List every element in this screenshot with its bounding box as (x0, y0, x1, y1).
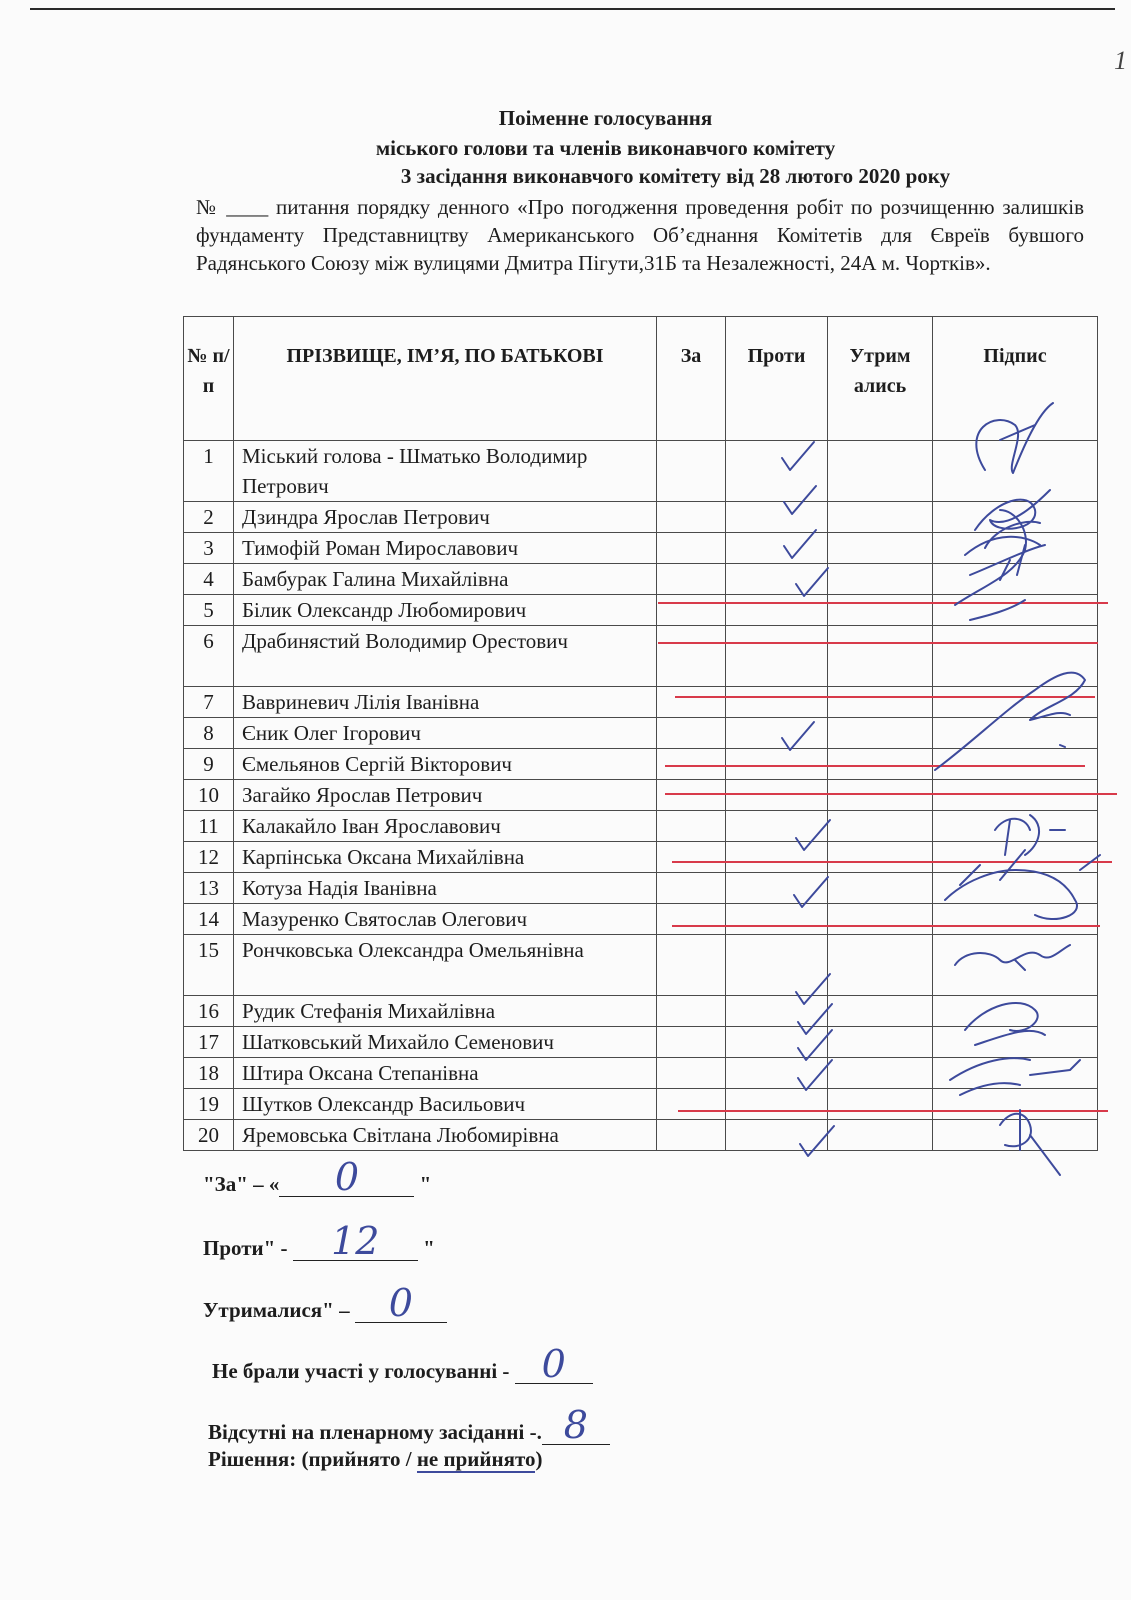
table-row (184, 842, 1098, 873)
row-name: Драбинястий Володимир Орестович (234, 626, 657, 687)
header-name: ПРІЗВИЩЕ, ІМ’Я, ПО БАТЬКОВІ (234, 317, 657, 441)
summary-utrym-field (355, 1281, 447, 1325)
absence-strike-line (658, 642, 1098, 644)
summary-vidsutni (208, 1403, 610, 1447)
row-number: 6 (184, 626, 234, 687)
row-name: Ємельянов Сергій Вікторович (234, 749, 657, 780)
table-row (184, 749, 1098, 780)
header-signature: Підпис (933, 317, 1098, 441)
row-name: Бамбурак Галина Михайлівна (234, 564, 657, 595)
summary-proty-label: Проти" - (203, 1236, 293, 1260)
row-number: 11 (184, 811, 234, 842)
summary-utrym-value: 0 (388, 1281, 413, 1325)
row-number: 1 (184, 441, 234, 502)
row-name: Загайко Ярослав Петрович (234, 780, 657, 811)
table-row (184, 595, 1098, 626)
table-row (184, 1058, 1098, 1089)
row-name: Єник Олег Ігорович (234, 718, 657, 749)
row-number: 14 (184, 904, 234, 935)
table-row (184, 1089, 1098, 1120)
row-number: 10 (184, 780, 234, 811)
row-number: 19 (184, 1089, 234, 1120)
header-utrym: Утрим ались (828, 317, 933, 441)
summary-ne-braly (212, 1342, 593, 1386)
row-number: 5 (184, 595, 234, 626)
summary-vidsutni-label: Відсутні на пленарному засіданні -. (208, 1420, 542, 1444)
table-row (184, 904, 1098, 935)
table-row (184, 811, 1098, 842)
page-number-handwritten: 1 (1114, 46, 1127, 75)
table-row (184, 687, 1098, 718)
meeting-line: 3 засідання виконавчого комітету від 28 лютого 2020 року (400, 164, 951, 188)
table-row (184, 1120, 1098, 1151)
header-za: За (657, 317, 726, 441)
summary-za-label: "За" – « (203, 1172, 280, 1196)
row-number: 8 (184, 718, 234, 749)
document-subtitle: міського голови та членів виконавчого комітету (375, 136, 836, 160)
table-row (184, 718, 1098, 749)
document-title: Поіменне голосування (498, 106, 713, 130)
absence-strike-line (665, 765, 1085, 767)
row-name: Білик Олександр Любомирович (234, 595, 657, 626)
summary-ne-braly-label: Не брали участі у голосуванні - (212, 1359, 515, 1383)
absence-strike-line (678, 1110, 1108, 1112)
roll-call-table (183, 316, 1098, 1151)
summary-utrym (203, 1281, 447, 1325)
row-name: Яремовська Світлана Любомирівна (234, 1120, 657, 1151)
absence-strike-line (675, 696, 1095, 698)
top-border (30, 8, 1115, 10)
summary-utrym-label: Утрималися" – (203, 1298, 355, 1322)
table-row (184, 873, 1098, 904)
summary-vidsutni-value: 8 (563, 1403, 588, 1447)
table-row (184, 626, 1098, 687)
summary-proty: Проти" - 12 " (203, 1219, 435, 1263)
row-number: 18 (184, 1058, 234, 1089)
row-name: Вавриневич Лілія Іванівна (234, 687, 657, 718)
table-row (184, 502, 1098, 533)
row-number: 2 (184, 502, 234, 533)
row-number: 15 (184, 935, 234, 996)
summary-vidsutni-field (542, 1403, 610, 1447)
row-name: Штира Оксана Степанівна (234, 1058, 657, 1089)
row-name: Котуза Надія Іванівна (234, 873, 657, 904)
table-row (184, 441, 1098, 502)
row-name: Шутков Олександр Васильович (234, 1089, 657, 1120)
row-name: Рудик Стефанія Михайлівна (234, 996, 657, 1027)
absence-strike-line (672, 925, 1100, 927)
row-number: 16 (184, 996, 234, 1027)
table-row (184, 780, 1098, 811)
agenda-item-text: № ____ питання порядку денного «Про погодження проведення робіт по розчищенню залишків фундаменту Представництву Американського Об’єднання Комітетів для Євреїв бувшого Радянського Союзу між вулицями Дмитра Пігути,31Б та Незалежності, 24А м. Чортків». (196, 195, 1084, 275)
table-row (184, 1027, 1098, 1058)
absence-strike-line (665, 793, 1117, 795)
decision-line: Рішення: (прийнято / не прийнято) (208, 1447, 543, 1471)
row-number: 17 (184, 1027, 234, 1058)
summary-ne-braly-field (515, 1342, 593, 1386)
row-name: Мазуренко Святослав Олегович (234, 904, 657, 935)
decision-selected-option: не прийнято (416, 1447, 536, 1471)
absence-strike-line (672, 861, 1112, 863)
table-row (184, 533, 1098, 564)
summary-proty-value: 12 (331, 1219, 380, 1263)
row-number: 20 (184, 1120, 234, 1151)
row-number: 9 (184, 749, 234, 780)
row-name: Міський голова - Шматько Володимир Петрович (234, 441, 657, 502)
row-name: Шатковський Михайло Семенович (234, 1027, 657, 1058)
row-number: 13 (184, 873, 234, 904)
summary-ne-braly-value: 0 (541, 1342, 566, 1386)
row-name: Дзиндра Ярослав Петрович (234, 502, 657, 533)
summary-za-value: 0 (334, 1155, 359, 1199)
table-row (184, 564, 1098, 595)
header-num: № п/п (184, 317, 234, 441)
decision-label: Рішення: (прийнято / (208, 1447, 417, 1471)
row-name: Рончковська Олександра Омельянівна (234, 935, 657, 996)
row-number: 4 (184, 564, 234, 595)
row-number: 12 (184, 842, 234, 873)
row-name: Тимофій Роман Мирославович (234, 533, 657, 564)
summary-za: "За" – « 0 " (203, 1155, 432, 1199)
table-row (184, 935, 1098, 996)
row-name: Калакайло Іван Ярославович (234, 811, 657, 842)
absence-strike-line (658, 602, 1108, 604)
row-name: Карпінська Оксана Михайлівна (234, 842, 657, 873)
header-proty: Проти (726, 317, 828, 441)
row-number: 3 (184, 533, 234, 564)
table-row (184, 996, 1098, 1027)
row-number: 7 (184, 687, 234, 718)
